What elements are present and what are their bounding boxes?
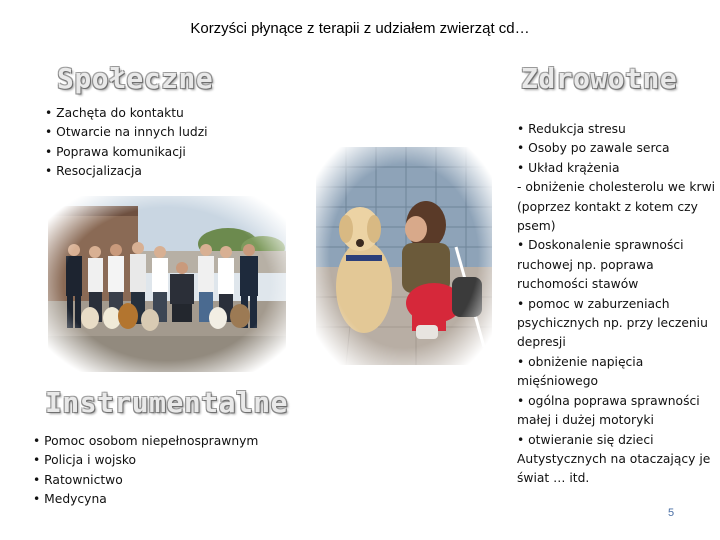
list-item: • otwieranie się dzieci Autystycznych na otaczający je świat … itd. [517,432,711,486]
slide-title: Korzyści płynące z terapii z udziałem zwierząt cd… [190,20,530,37]
list-item: • Ratownictwo [33,472,123,487]
list-item: • Układ krążenia [517,160,620,175]
page-number: 5 [668,507,675,519]
list-item: • Resocjalizacja [45,164,142,179]
list-item: • Poprawa komunikacji [45,144,186,159]
list-item: - obniżenie cholesterolu we krwi (poprzez kontakt z kotem czy psem) [517,180,716,234]
list-item: • Redukcja stresu [517,122,626,136]
list-item: • Doskonalenie sprawności ruchowej np. poprawa ruchomości stawów [517,238,684,292]
list-item: • Medycyna [33,492,107,507]
list-item: • Zachęta do kontaktu [45,106,184,120]
woman-hugging-guide-dog-photo [316,147,492,365]
list-item: • Pomoc osobom niepełnosprawnym [33,434,259,448]
list-instrumental [33,432,293,510]
list-item: • pomoc w zaburzeniach psychicznych np. przy leczeniu depresji [517,296,708,350]
heading-instrumental: Instrumentalne [45,386,289,419]
list-item: • ogólna poprawa sprawności małej i dużej motoryki [517,393,700,428]
list-item: • Osoby po zawale serca [517,141,670,156]
heading-social: Społeczne [57,62,214,95]
heading-health: Zdrowotne [521,62,678,95]
group-with-dogs-photo [48,196,286,372]
list-item: • obniżenie napięcia mięśniowego [517,354,644,389]
list-item: • Policja i wojsko [33,453,137,468]
list-health [517,120,717,489]
list-item: • Otwarcie na innych ludzi [45,125,208,140]
list-social [45,104,285,182]
